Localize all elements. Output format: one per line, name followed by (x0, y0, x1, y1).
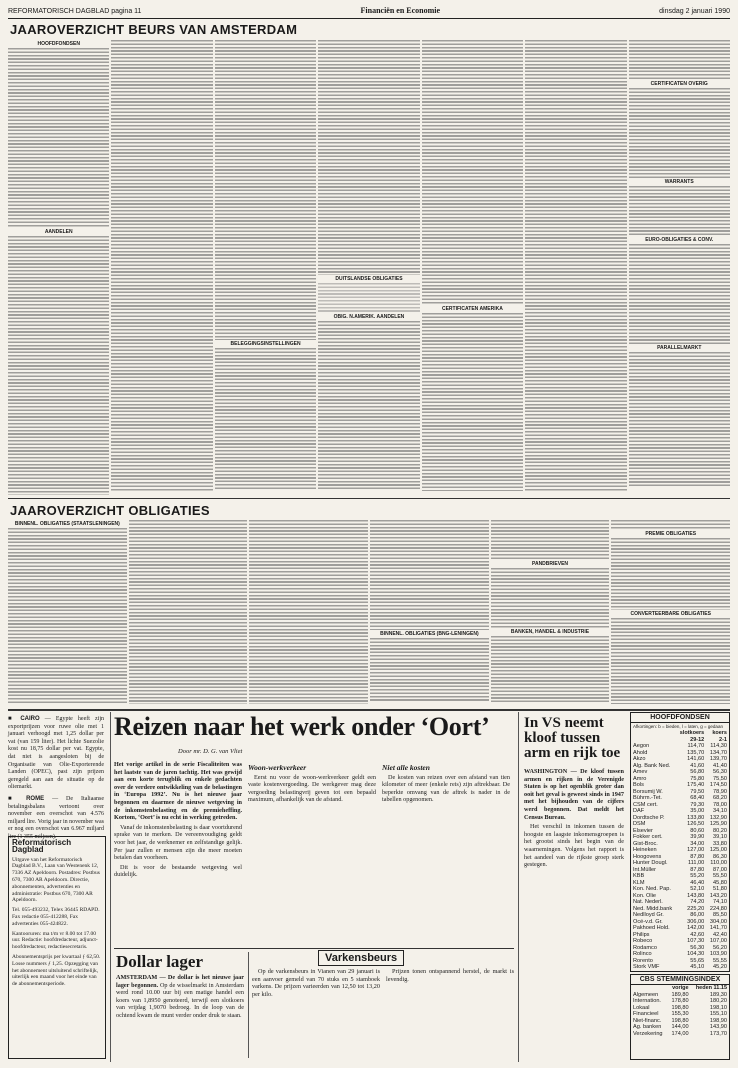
varkens-article-col-1 (252, 968, 380, 1058)
table-rows (111, 40, 212, 492)
fund-price: 139,70 (709, 756, 727, 762)
table-rows (318, 283, 419, 313)
fund-price: 75,50 (713, 775, 727, 782)
fund-name: Borsumij W. (633, 788, 663, 795)
table-rows (422, 313, 523, 491)
obl-col-6 (611, 520, 730, 706)
cbs-rows (631, 992, 729, 1038)
main-paragraph: Eerst nu voor de woon-werkverkeer geldt een vaste kostenvergoeding. De werkgever mag deze vergoeding belastingvrij geven tot een bepaald maximum, afhankelijk van de afstand. (248, 773, 376, 804)
fund-price: 103,90 (709, 951, 727, 957)
fund-price: 56,20 (713, 944, 727, 951)
table-heading-hoofdfondsen: HOOFDFONDSEN (8, 41, 109, 47)
fund-name: Aegon (633, 743, 650, 749)
fund-name: Niet-financ. (633, 1017, 662, 1024)
table-rows (8, 528, 127, 704)
fund-price: 55,55 (713, 957, 727, 964)
fund-price: 132,90 (709, 814, 727, 821)
fund-price (706, 971, 729, 973)
header-paper-name: REFORMATORISCH DAGBLAD pagina 11 (8, 8, 142, 15)
fund-price: 114,30 (710, 743, 727, 749)
fund-name: Stork VMF (633, 964, 660, 970)
table-rows (491, 520, 610, 560)
fund-name: Ned. Midd.bank (633, 905, 673, 912)
header-section: Financiën en Economie (360, 6, 441, 15)
table-heading-bank-industrie: BANKEN, HANDEL & INDUSTRIE (491, 629, 610, 635)
fund-price: 155,10 (709, 1011, 727, 1017)
fund-price: 111,00 (687, 860, 705, 866)
table-heading-parallelmarkt: PARALLELMARKT (629, 345, 730, 351)
table-rows (370, 638, 489, 702)
fund-name: DAF (633, 808, 645, 814)
fund-price: 224,80 (709, 905, 727, 912)
fund-price: 143,20 (709, 892, 727, 899)
fund-price: 33,80 (713, 840, 727, 847)
fund-price: 110,00 (710, 860, 727, 866)
fund-price: 80,20 (713, 827, 727, 834)
dollar-headline: Dollar lager (116, 952, 204, 971)
table-rows (422, 40, 523, 305)
fund-price: 155,30 (671, 1011, 689, 1017)
fund-name: DSM (633, 821, 646, 827)
fund-price: 42,60 (690, 931, 705, 938)
fund-name: Int.Müller (633, 866, 657, 873)
fund-price: 180,20 (709, 998, 727, 1004)
brief-cairo: ■ CAIRO — Egypte heeft zijn exportprijzen voor ruwe olie met 1 januari verhoogd met 1,25 dollar per vat (van 159 liter). Het lichte Suezolie kost nu 18,75 dollar per vat. Egypte, dat niet is aangesloten bij de Organisatie van Olie-Exporterende Landen (OPEC), past zijn prijzen geregeld aan aan de situatie op de oliemarkt. (8, 716, 105, 791)
table-row (631, 1031, 729, 1038)
fund-name: Robeco (633, 938, 653, 944)
fund-price: 178,80 (671, 998, 689, 1004)
table-col-4 (318, 40, 419, 495)
fund-price: 144,00 (671, 1024, 689, 1030)
fund-price: 51,80 (713, 886, 727, 892)
fund-price: 78,00 (713, 801, 727, 808)
table-heading-certificaten-overig: CERTIFICATEN OVERIG (629, 81, 730, 87)
table-col-2 (111, 40, 212, 495)
fund-name: Hunter Dougl. (633, 860, 668, 866)
fund-price: 127,00 (687, 847, 705, 853)
fund-price: 114,70 (687, 743, 705, 749)
fund-price: 56,30 (690, 944, 705, 951)
obl-col-2 (129, 520, 248, 706)
table-row (631, 1024, 729, 1031)
fund-price: 41,60 (690, 762, 705, 769)
fund-price: 34,10 (713, 808, 727, 814)
fund-name: Hoogovens (633, 853, 662, 860)
fund-name: Fokker cert. (633, 834, 663, 840)
table-heading-beleggingsinstellingen: BELEGGINGSINSTELLINGEN (215, 341, 316, 347)
varkens-article-col-2 (386, 968, 514, 1058)
fund-price: 107,30 (687, 938, 705, 944)
table-heading-noord-amerik: OBIG. N.AMERIK. AANDELEN (318, 314, 419, 320)
main-article-col-3 (382, 761, 510, 943)
fund-price: 143,90 (709, 1024, 727, 1030)
fund-name: Algemeen (633, 991, 659, 998)
fund-name: Verzekering (633, 1030, 663, 1037)
fund-price: 141,70 (709, 925, 727, 931)
fund-price: 41,40 (713, 762, 727, 769)
fund-name: Nat. Nederl. (633, 899, 663, 905)
hoofdfondsen-title: HOOFDFONDSEN (631, 713, 729, 723)
fund-price: 87,80 (690, 866, 705, 873)
fund-price: 74,10 (713, 899, 727, 905)
fund-price: 55,20 (690, 873, 705, 879)
fund-price: 87,80 (690, 853, 705, 860)
varkens-headline: Varkensbeurs (318, 950, 404, 966)
column-rule (518, 712, 519, 1062)
fund-price: 198,80 (671, 1017, 689, 1024)
main-paragraph: Vanaf de inkomstenbelasting is daar voortdurend sprake van te merken. De vereenvoudiging geldt voor het jaar, de werknemer en zelfstandige gelijk. Per jaar zullen er mensen zijn die meer moeten betalen dan voorheen. (114, 823, 242, 862)
col-header-prev: slotkoers 29-12 (679, 730, 705, 743)
main-paragraph: De kosten van reizen over een afstand van tien kilometer of meer (enkele reis) zijn aftrekbaar. De beperkte omvang van de aftrek is nader in de tabellen opgenomen. (382, 773, 510, 804)
beurs-section-title: JAAROVERZICHT BEURS VAN AMSTERDAM (10, 22, 298, 37)
fund-name: Ahold (633, 749, 648, 756)
table-rows (249, 520, 368, 704)
fund-price: 175,40 (687, 782, 705, 788)
fund-name: Rodamco (633, 944, 657, 951)
table-rows (629, 88, 730, 178)
colofon-address: Uitgave van het Reformatorisch Dagblad B.V., Laan van Westenenk 12, 7336 AZ Apeldoorn. Postadres: Postbus 670, 7300 AR Apeldoorn. Directie, abonnementen, advertenties en administratie: Postbus 670, 7300 AR Apeldoorn. (12, 856, 100, 904)
fund-price: 134,70 (709, 749, 727, 756)
col-header-current: koers 2-1 (712, 730, 727, 743)
table-rows (129, 520, 248, 704)
obligaties-section-title: JAAROVERZICHT OBLIGATIES (10, 503, 210, 518)
fund-name: Dordtsche P. (633, 814, 665, 821)
fund-price: 75,80 (690, 775, 705, 782)
side-dateline: WASHINGTON (524, 768, 568, 775)
fund-name: Financieel (633, 1011, 659, 1017)
fund-name: Pakhoed Hold. (633, 925, 670, 931)
fund-name: Ag. banken (633, 1024, 662, 1030)
fund-name: CSM cert. (633, 801, 658, 808)
fund-name: Nedlloyd Gr. (633, 912, 664, 918)
fund-name: Akzo (633, 756, 646, 762)
fund-price: 174,50 (709, 782, 727, 788)
table-rows (215, 40, 316, 340)
article-divider (114, 948, 514, 949)
table-heading-premie: PREMIE OBLIGATIES (611, 531, 730, 537)
fund-name: Gist-Broc. (633, 840, 658, 847)
column-rule (248, 952, 249, 1058)
table-heading-duitse: DUITSLANDSE OBLIGATIES (318, 276, 419, 282)
beurs-tables (8, 40, 730, 495)
obl-col-1 (8, 520, 127, 706)
colofon-subscription: Abonnementsprijs per kwartaal ƒ 62,50. Losse nummers ƒ 1,25. Opzegging van het abonnement uitsluitend schriftelijk, uiterlijk een maand voor het einde van de abonnementsperiode. (12, 953, 101, 988)
fund-name: Alg. Bank Ned. (633, 762, 671, 769)
fund-name: Rorento (633, 957, 653, 964)
col-header-prev: vorige (672, 985, 689, 991)
fund-price: 68,20 (713, 795, 727, 801)
newspaper-page (8, 6, 730, 1062)
fund-price: 125,00 (709, 847, 727, 853)
obl-col-5 (491, 520, 610, 706)
main-lead: Het vorige artikel in de serie Fiscaliteiten was het laatste van de jaren tachtig. Het was gewijd aan een korte terugblik en enkele gedachten over de verdere ontwikkeling van de belastingen in ‘Europa 1992’. Nu is het nieuwe jaar begonnen en daarmee de nieuwe wetgeving in de inkomstenbelasting en de premieheffing. Kortom, ‘Oort’ is nu echt in werking getreden. (114, 761, 242, 822)
fund-price: 56,30 (713, 769, 727, 775)
fund-price: 35,00 (690, 808, 705, 814)
fund-name: Lokaal (633, 1004, 650, 1011)
fund-price: 79,30 (690, 801, 705, 808)
hoofdfondsen-table (631, 730, 729, 972)
cbs-table (631, 985, 729, 1037)
table-rows (611, 618, 730, 704)
main-headline: Reizen naar het werk onder ‘Oort’ (114, 712, 490, 741)
obligaties-tables (8, 520, 730, 706)
fund-name: Amev (633, 769, 648, 775)
cbs-title: CBS STEMMINGSINDEX (631, 975, 729, 985)
fund-price: 79,50 (690, 788, 705, 795)
fund-price: 55,50 (713, 873, 727, 879)
fund-price: 198,10 (709, 1004, 727, 1011)
fund-price: 45,20 (713, 964, 727, 970)
fund-price: 125,90 (709, 821, 727, 827)
fund-price: 78,90 (713, 788, 727, 795)
fund-price: 198,80 (671, 1004, 689, 1011)
colofon-hours: Kantooruren: ma t/m vr 8.00 tot 17.00 uur. Redactie: hoofdredacteur, adjunct-hoofdredacteur, redactiesecretaris. (12, 930, 98, 951)
fund-name: Internation. (633, 998, 661, 1004)
table-rows (629, 352, 730, 487)
fund-price: 142,00 (687, 925, 705, 931)
brief-rome: ■ ROME — De Italiaanse betalingsbalans vertoont over november een overschot van 4.576 miljard lire. Vorig jaar in november was er nog een overschot van 6.967 miljard lire (1 355 miljoen). (8, 795, 105, 840)
fund-price: 45,80 (713, 879, 727, 886)
fund-price: 225,20 (687, 905, 705, 912)
fund-name: KBB (633, 873, 645, 879)
side-headline: In VS neemt kloof tussen arm en rijk toe (524, 715, 621, 761)
table-rows (611, 520, 730, 530)
table-row (631, 1011, 729, 1018)
main-byline: Door mr. D. G. van Vliet (178, 748, 243, 755)
table-rows (629, 40, 730, 80)
table-rows (491, 568, 610, 628)
fund-price: 135,70 (687, 749, 705, 756)
fund-price: 34,00 (690, 840, 705, 847)
colofon-box (8, 836, 106, 1059)
table-rows (8, 48, 109, 228)
fund-name: Amro (633, 775, 647, 782)
table-heading-converteerbare: CONVERTEERBARE OBLIGATIES (611, 611, 730, 617)
brief-column (8, 716, 104, 846)
table-col-6 (525, 40, 626, 495)
section-divider (8, 709, 730, 711)
main-article-col-2 (248, 761, 376, 943)
table-rows (491, 636, 610, 704)
table-heading-euro-obligaties: EURO-OBLIGATIES & CONV. (629, 237, 730, 243)
table-col-5 (422, 40, 523, 495)
fund-price: 173,70 (709, 1030, 727, 1037)
side-paragraph: Het verschil in inkomen tussen de hoogste en laagste inkomensgroepen is het grootst sinds het begin van de waarnemingen. Volgens het rapport is het aandeel van de rijkste groep sterk gestegen. (524, 823, 624, 869)
fund-price: 126,50 (687, 821, 705, 827)
obl-col-3 (249, 520, 368, 706)
varkens-text: Op de varkensbeurs in Vianen van 29 januari is een aanvoer gemeld van 70 stuks en 5 stamboek varkens. De prijzen varieerden van 12,50 tot 13,20 per kilo. (252, 968, 380, 998)
table-rows (318, 40, 419, 275)
fund-name (631, 971, 674, 973)
fund-price: 68,40 (690, 795, 705, 801)
fund-name: Philips (633, 931, 650, 938)
fund-price: 306,00 (687, 918, 705, 925)
table-col-1 (8, 40, 109, 495)
fund-price: 55,65 (690, 957, 705, 964)
side-article (524, 768, 624, 1058)
table-heading-binnenl-obligaties: BINNENL. OBLIGATIES (STAATSLENINGEN) (8, 521, 127, 527)
header-date: dinsdag 2 januari 1990 (659, 8, 730, 15)
table-rows (8, 236, 109, 495)
fund-price: 39,90 (690, 834, 705, 840)
main-paragraph: Dit is voor de bestaande wetgeving wel duidelijk. (114, 863, 242, 879)
fund-name: Heineken (633, 847, 657, 853)
fund-price: 198,90 (709, 1017, 727, 1024)
fund-price: 56,80 (690, 769, 705, 775)
dollar-lead: — De dollar is het nieuwe jaar lager begonnen. (116, 974, 244, 989)
varkens-text-2: Prijzen tonen ontspannend herstel, de markt is levendig. (386, 968, 514, 983)
table-col-7 (629, 40, 730, 495)
fund-price: 85,50 (713, 912, 727, 918)
table-heading-warrants: WARRANTS (629, 179, 730, 185)
obl-col-4 (370, 520, 489, 706)
fund-name: Océ-v.d. Gr. (633, 918, 663, 925)
fund-price: 107,00 (709, 938, 727, 944)
fund-price: 304,00 (709, 918, 727, 925)
fund-price: 133,80 (687, 814, 705, 821)
fund-price: 104,30 (687, 951, 705, 957)
fund-name: Kon. Ned. Pap. (633, 886, 671, 892)
colofon-title: Reformatorisch Dagblad (12, 838, 72, 854)
fund-name: Bols (633, 782, 644, 788)
table-rows (525, 40, 626, 492)
dollar-text: Op de wisselmarkt in Amsterdam werd rond 10.00 uur bij een matige handel een koers van 1,8950 genoteerd, terwijl een slotkoers van vrijdag 1,9070 bedroeg. In de loop van de ochtend kwam de munt verder onder druk te staan. (116, 981, 244, 1019)
section-divider (8, 498, 730, 499)
hoofdfondsen-box (630, 712, 730, 972)
fund-price (674, 971, 706, 973)
fund-price: 39,10 (713, 834, 727, 840)
fund-price: 42,40 (713, 931, 727, 938)
fund-price: 141,60 (687, 756, 705, 762)
main-subhead: Niet alle kosten (382, 763, 430, 772)
fund-price: 52,10 (690, 886, 705, 892)
table-rows (215, 348, 316, 490)
column-rule (110, 712, 111, 1062)
page-header (8, 6, 730, 19)
fund-price: 86,30 (713, 853, 727, 860)
hoofdfondsen-subtitle: Afkortingen: b = bieden, l = laten, g = gedaan (633, 724, 723, 729)
fund-name: Kon. Olie (633, 892, 657, 899)
hoofdfondsen-rows (631, 743, 729, 972)
table-col-3 (215, 40, 316, 495)
table-row (631, 998, 729, 1005)
side-lead: — De kloof tussen armen en rijken in de Verenigde Staten is op het ogenblik groter dan ooit het geval is geweest sinds in 1947 met het bijhouden van de cijfers werd begonnen. Dat meldt het Census Bureau. (524, 768, 624, 821)
table-heading-pandbrieven: PANDBRIEVEN (491, 561, 610, 567)
table-rows (370, 520, 489, 630)
fund-name: Rolinco (633, 951, 652, 957)
main-article-col-1 (114, 761, 242, 943)
fund-price: 45,10 (690, 964, 705, 970)
fund-price: 143,80 (687, 892, 705, 899)
col-header-current: heden 11.15 (695, 985, 727, 991)
fund-price: 80,60 (690, 827, 705, 834)
fund-price: 189,80 (671, 991, 689, 998)
table-heading-aandelen: AANDELEN (8, 229, 109, 235)
fund-price: 74,20 (690, 899, 705, 905)
table-rows (629, 244, 730, 344)
fund-price: 46,40 (690, 879, 705, 886)
table-heading-certificaten-amerika: CERTIFICATEN AMERIKA (422, 306, 523, 312)
dollar-dateline: AMSTERDAM (116, 974, 158, 981)
fund-price: 189,30 (709, 991, 727, 998)
table-heading-binnenl-bng: BINNENL. OBLIGATIES (BNG-LENINGEN) (370, 631, 489, 637)
table-row (631, 971, 729, 973)
fund-name: KLM (633, 879, 645, 886)
table-rows (318, 321, 419, 491)
table-rows (611, 538, 730, 610)
cbs-box (630, 974, 730, 1060)
main-subhead: Woon-werkverkeer (248, 763, 307, 772)
colofon-contact: Tel. 055-493232, Telex 36445 RDAPD. Fax redactie 055-412288, Fax advertenties 055-424822. (12, 907, 100, 927)
fund-name: Bührm.-Tet. (633, 795, 662, 801)
dollar-article (116, 974, 244, 1058)
fund-price: 174,00 (671, 1030, 689, 1037)
fund-price: 86,00 (690, 912, 705, 918)
fund-name: Elsevier (633, 827, 653, 834)
table-rows (629, 186, 730, 236)
fund-price: 87,00 (713, 866, 727, 873)
